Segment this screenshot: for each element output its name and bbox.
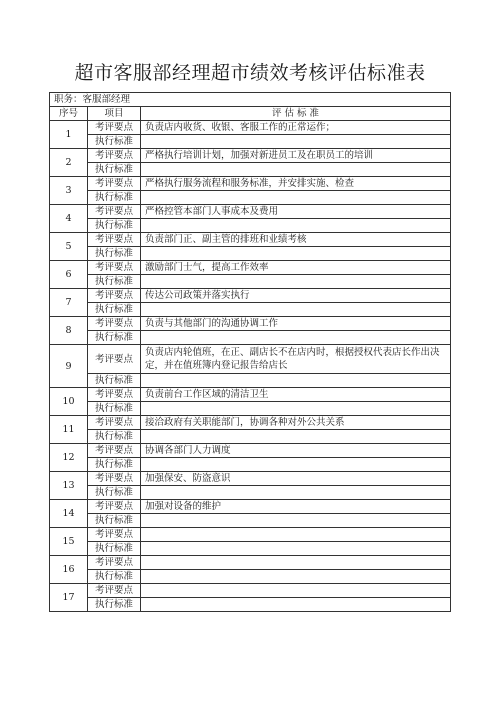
header-item: 项目 — [88, 107, 141, 121]
key-points-label: 考评要点 — [88, 388, 141, 402]
table-row — [50, 191, 451, 205]
key-points-value: 严格执行培训计划，加强对新进员工及在职员工的培训 — [141, 149, 451, 163]
table-row — [50, 233, 451, 247]
key-points-label: 考评要点 — [88, 289, 141, 303]
key-points-label: 考评要点 — [88, 177, 141, 191]
table-row — [50, 486, 451, 500]
table-row — [50, 163, 451, 177]
table-row — [50, 430, 451, 444]
exec-standard-value — [141, 275, 451, 289]
key-points-value: 负责与其他部门的沟通协调工作 — [141, 317, 451, 331]
row-number: 11 — [50, 416, 88, 444]
table-row — [50, 514, 451, 528]
key-points-label: 考评要点 — [88, 317, 141, 331]
key-points-value: 负责前台工作区域的清洁卫生 — [141, 388, 451, 402]
table-row — [50, 177, 451, 191]
row-number: 8 — [50, 317, 88, 345]
position-row — [50, 93, 451, 107]
table-row — [50, 388, 451, 402]
key-points-label: 考评要点 — [88, 556, 141, 570]
row-number: 13 — [50, 472, 88, 500]
position-cell — [50, 93, 451, 107]
key-points-label: 考评要点 — [88, 121, 141, 135]
key-points-value — [141, 528, 451, 542]
table-row — [50, 416, 451, 430]
table-row — [50, 598, 451, 612]
key-points-label: 考评要点 — [88, 205, 141, 219]
exec-standard-label: 执行标准 — [88, 247, 141, 261]
table-row — [50, 472, 451, 486]
row-number: 3 — [50, 177, 88, 205]
key-points-label: 考评要点 — [88, 233, 141, 247]
row-number: 12 — [50, 444, 88, 472]
exec-standard-label: 执行标准 — [88, 219, 141, 233]
exec-standard-label: 执行标准 — [88, 486, 141, 500]
exec-standard-label: 执行标准 — [88, 374, 141, 388]
exec-standard-value — [141, 542, 451, 556]
row-number: 1 — [50, 121, 88, 149]
row-number: 7 — [50, 289, 88, 317]
table-row — [50, 289, 451, 303]
exec-standard-value — [141, 135, 451, 149]
row-number: 6 — [50, 261, 88, 289]
table-row — [50, 570, 451, 584]
page-title: 超市客服部经理超市绩效考核评估标准表 — [74, 62, 426, 84]
row-number: 5 — [50, 233, 88, 261]
table-row — [50, 317, 451, 331]
table-row — [50, 247, 451, 261]
table-row — [50, 345, 451, 374]
table-row — [50, 275, 451, 289]
exec-standard-value — [141, 458, 451, 472]
table-row — [50, 121, 451, 135]
exec-standard-value — [141, 570, 451, 584]
table-row — [50, 584, 451, 598]
exec-standard-label: 执行标准 — [88, 191, 141, 205]
header-no: 序号 — [50, 107, 88, 121]
exec-standard-label: 执行标准 — [88, 303, 141, 317]
table-row — [50, 528, 451, 542]
table-row — [50, 402, 451, 416]
table-row — [50, 261, 451, 275]
exec-standard-value — [141, 247, 451, 261]
key-points-value: 加强对设备的维护 — [141, 500, 451, 514]
key-points-value: 负责部门正、副主管的排班和业绩考核 — [141, 233, 451, 247]
exec-standard-value — [141, 430, 451, 444]
key-points-label: 考评要点 — [88, 528, 141, 542]
exec-standard-label: 执行标准 — [88, 402, 141, 416]
key-points-value: 传达公司政策并落实执行 — [141, 289, 451, 303]
row-number: 14 — [50, 500, 88, 528]
exec-standard-label: 执行标准 — [88, 570, 141, 584]
key-points-label: 考评要点 — [88, 584, 141, 598]
exec-standard-value — [141, 163, 451, 177]
table-row — [50, 458, 451, 472]
table-row — [50, 444, 451, 458]
table-row — [50, 135, 451, 149]
exec-standard-value — [141, 598, 451, 612]
header-row — [50, 107, 451, 121]
key-points-label: 考评要点 — [88, 261, 141, 275]
key-points-label: 考评要点 — [88, 500, 141, 514]
exec-standard-value — [141, 331, 451, 345]
exec-standard-label: 执行标准 — [88, 542, 141, 556]
table-body — [50, 93, 451, 612]
key-points-label: 考评要点 — [88, 444, 141, 458]
key-points-value: 协调各部门人力调度 — [141, 444, 451, 458]
table-row — [50, 205, 451, 219]
key-points-value: 严格执行服务流程和服务标准，并安排实施、检查 — [141, 177, 451, 191]
exec-standard-label: 执行标准 — [88, 163, 141, 177]
row-number: 4 — [50, 205, 88, 233]
exec-standard-value — [141, 374, 451, 388]
exec-standard-label: 执行标准 — [88, 458, 141, 472]
key-points-value: 加强保安、防盗意识 — [141, 472, 451, 486]
table-row — [50, 500, 451, 514]
exec-standard-value — [141, 514, 451, 528]
key-points-label: 考评要点 — [88, 149, 141, 163]
table-row — [50, 149, 451, 163]
table-row — [50, 556, 451, 570]
key-points-value: 负责店内收货、收银、客服工作的正常运作； — [141, 121, 451, 135]
exec-standard-label: 执行标准 — [88, 430, 141, 444]
table-row — [50, 331, 451, 345]
exec-standard-label: 执行标准 — [88, 514, 141, 528]
table-row — [50, 303, 451, 317]
key-points-label: 考评要点 — [88, 345, 141, 374]
table-row — [50, 219, 451, 233]
exec-standard-label: 执行标准 — [88, 135, 141, 149]
evaluation-table — [49, 92, 451, 612]
row-number: 17 — [50, 584, 88, 612]
exec-standard-value — [141, 402, 451, 416]
key-points-value: 负责店内轮值班，在正、副店长不在店内时，根据授权代表店长作出决定，并在值班簿内登记报告给店长 — [141, 345, 451, 374]
row-number: 10 — [50, 388, 88, 416]
table-row — [50, 542, 451, 556]
exec-standard-value — [141, 191, 451, 205]
exec-standard-value — [141, 219, 451, 233]
position-value: 客服部经理 — [82, 94, 131, 105]
key-points-value: 严格控管本部门人事成本及费用 — [141, 205, 451, 219]
position-label: 职务： — [54, 94, 83, 105]
row-number: 2 — [50, 149, 88, 177]
key-points-value — [141, 584, 451, 598]
header-standard: 评 估 标 准 — [141, 107, 451, 121]
row-number: 15 — [50, 528, 88, 556]
exec-standard-value — [141, 486, 451, 500]
table-row — [50, 374, 451, 388]
key-points-value: 激励部门士气，提高工作效率 — [141, 261, 451, 275]
key-points-value: 接洽政府有关职能部门，协调各种对外公共关系 — [141, 416, 451, 430]
row-number: 9 — [50, 345, 88, 388]
key-points-label: 考评要点 — [88, 472, 141, 486]
exec-standard-label: 执行标准 — [88, 598, 141, 612]
key-points-value — [141, 556, 451, 570]
exec-standard-value — [141, 303, 451, 317]
exec-standard-label: 执行标准 — [88, 331, 141, 345]
key-points-label: 考评要点 — [88, 416, 141, 430]
row-number: 16 — [50, 556, 88, 584]
exec-standard-label: 执行标准 — [88, 275, 141, 289]
